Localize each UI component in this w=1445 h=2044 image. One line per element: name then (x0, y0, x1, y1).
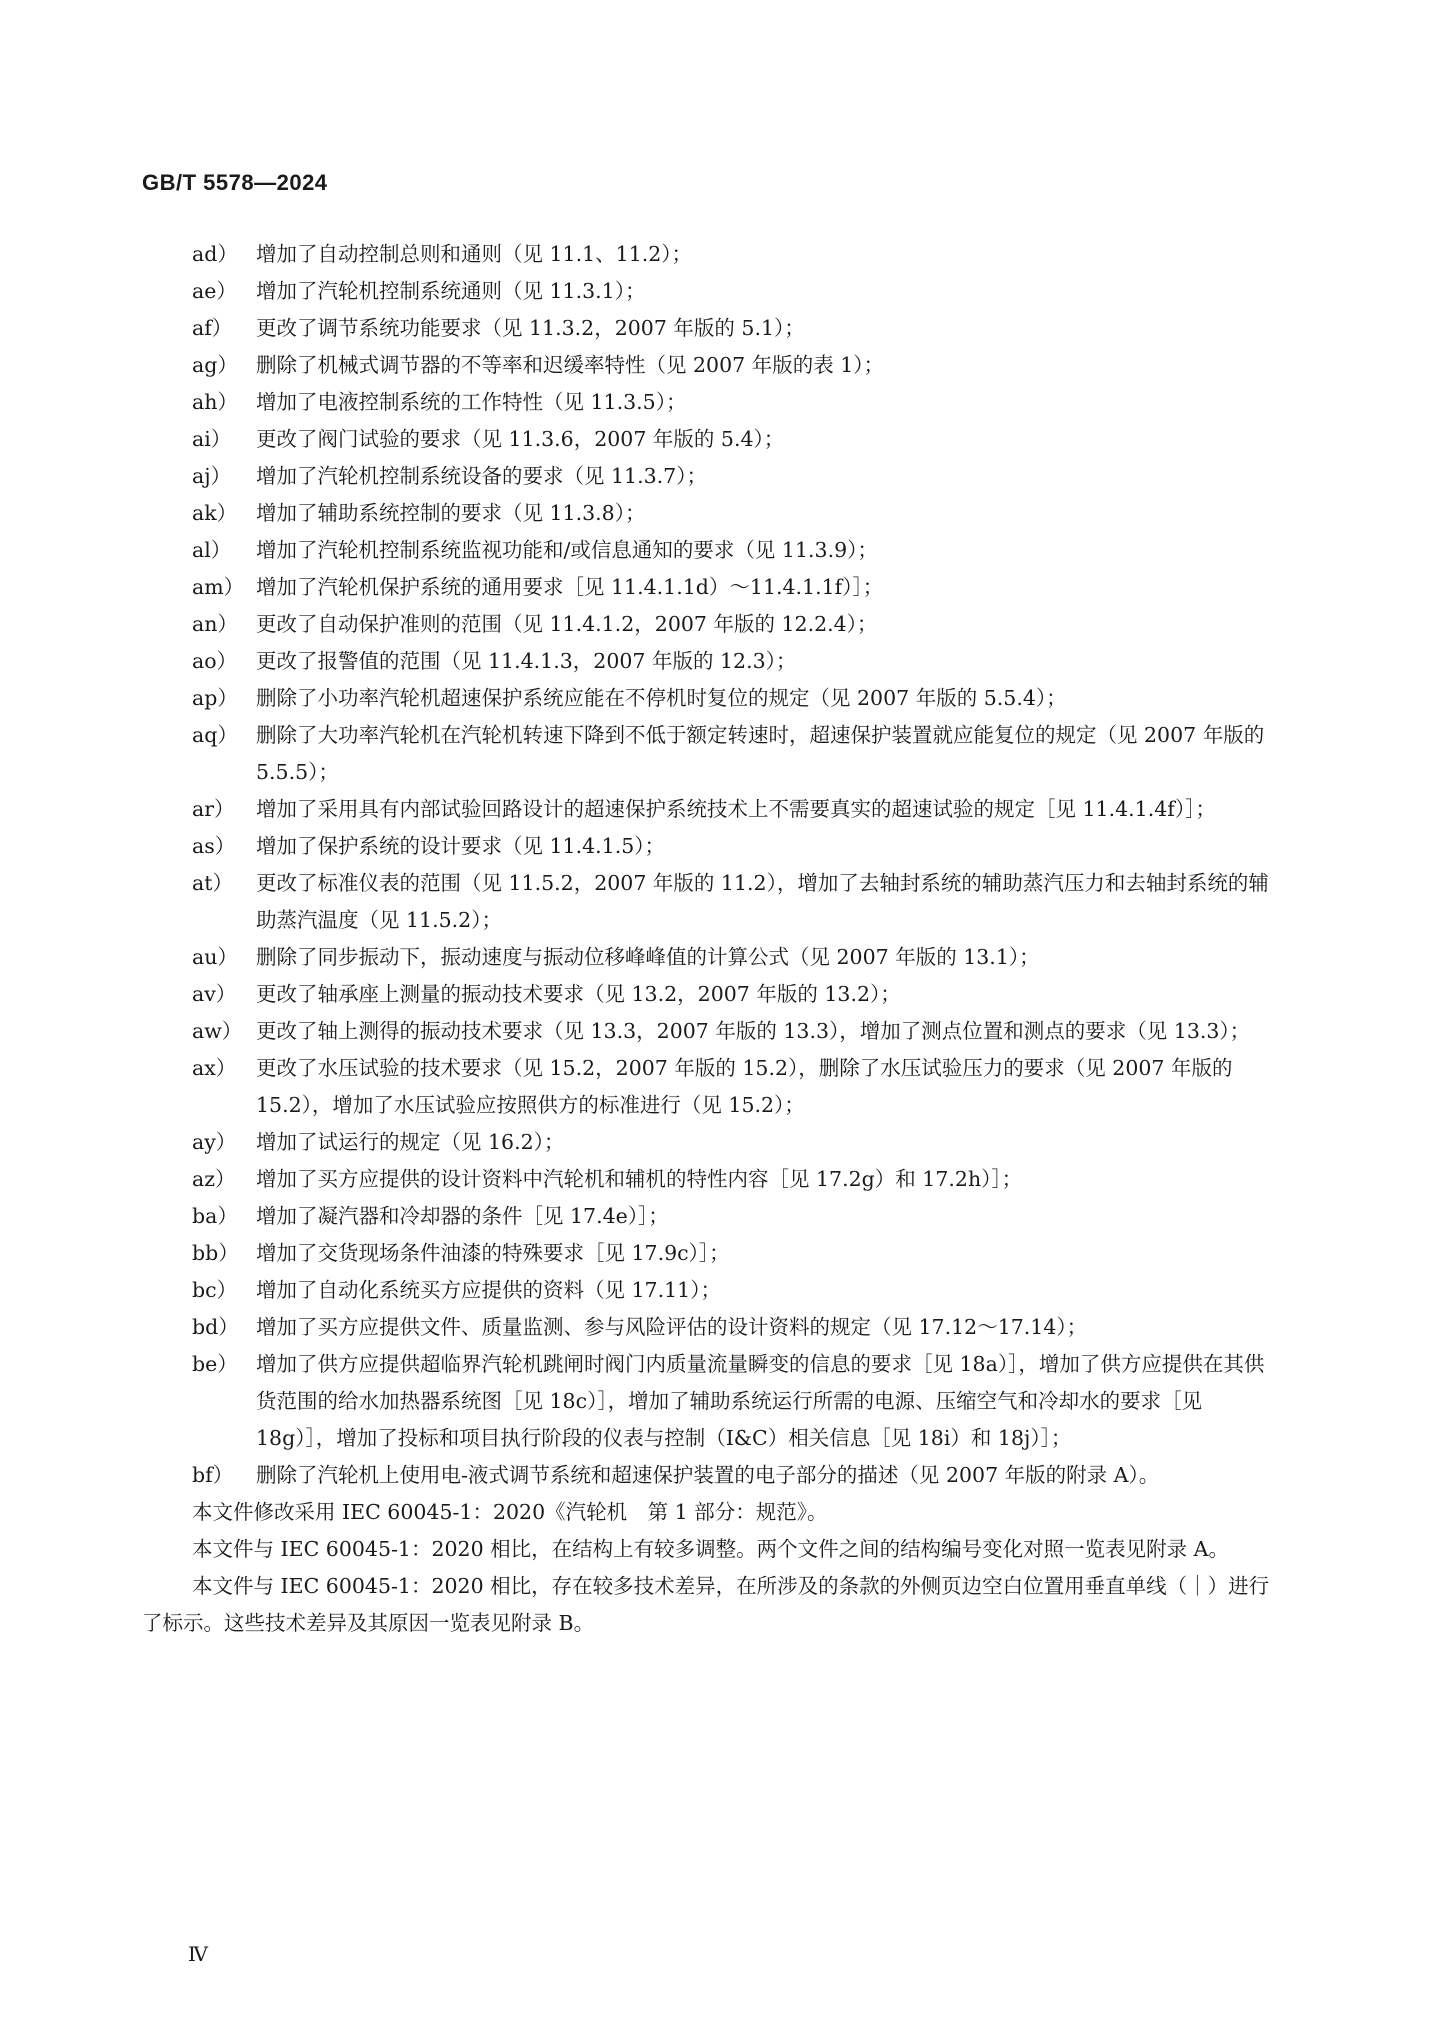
list-item-text: 删除了同步振动下，振动速度与振动位移峰峰值的计算公式（见 2007 年版的 13.1）； (256, 945, 1040, 969)
list-item (192, 791, 1282, 828)
list-item-marker: ap） (192, 686, 238, 710)
list-item (192, 1346, 1282, 1457)
list-item-marker: ae） (192, 279, 237, 303)
list-item (192, 569, 1282, 606)
list-item-text: 更改了轴上测得的振动技术要求（见 13.3，2007 年版的 13.3），增加了测点位置和测点的要求（见 13.3）； (256, 1019, 1251, 1043)
list-item-marker: an） (192, 612, 238, 636)
list-item-marker: az） (192, 1167, 236, 1191)
list-item (192, 976, 1282, 1013)
body-paragraph: 本文件修改采用 IEC 60045-1：2020《汽轮机 第 1 部分：规范》。 (192, 1500, 828, 1524)
list-item-text: 更改了调节系统功能要求（见 11.3.2，2007 年版的 5.1）； (256, 316, 805, 340)
list-item-text: 删除了小功率汽轮机超速保护系统应能在不停机时复位的规定（见 2007 年版的 5.5.4）； (256, 686, 1067, 710)
list-item-text: 增加了试运行的规定（见 16.2）； (256, 1130, 565, 1154)
list-item-text: 增加了自动控制总则和通则（见 11.1、11.2）； (256, 242, 693, 266)
list-item-marker: ao） (192, 649, 238, 673)
list-item-text: 增加了电液控制系统的工作特性（见 11.3.5）； (256, 390, 687, 414)
list-item-marker: aq） (192, 723, 238, 747)
document-code: GB/T 5578—2024 (142, 170, 328, 195)
list-item-text: 更改了轴承座上测量的振动技术要求（见 13.2，2007 年版的 13.2）； (256, 982, 901, 1006)
list-item-text: 更改了报警值的范围（见 11.4.1.3，2007 年版的 12.3）； (256, 649, 797, 673)
list-item (192, 1124, 1282, 1161)
list-item-marker: aw） (192, 1019, 243, 1043)
page-number: Ⅳ (188, 1942, 208, 1966)
list-item (192, 865, 1282, 939)
list-item-text: 增加了辅助系统控制的要求（见 11.3.8）； (256, 501, 646, 525)
list-item-text: 增加了采用具有内部试验回路设计的超速保护系统技术上不需要真实的超速试验的规定［见 11.4.1.4f）］； (256, 797, 1216, 821)
list-item (192, 1050, 1282, 1124)
body-paragraph: 本文件与 IEC 60045-1：2020 相比，在结构上有较多调整。两个文件之间的结构编号变化对照一览表见附录 A。 (192, 1537, 1229, 1561)
list-item (192, 1161, 1282, 1198)
list-item-text: 更改了自动保护准则的范围（见 11.4.1.2，2007 年版的 12.2.4）； (256, 612, 878, 636)
list-item (192, 495, 1282, 532)
list-item (192, 532, 1282, 569)
list-item-marker: am） (192, 575, 245, 599)
list-item-text: 删除了大功率汽轮机在汽轮机转速下降到不低于额定转速时，超速保护装置就应能复位的规定（见 2007 年版的 5.5.5）； (256, 723, 1265, 784)
list-item-text: 删除了机械式调节器的不等率和迟缓率特性（见 2007 年版的表 1）； (256, 353, 885, 377)
list-item-marker: at） (192, 871, 233, 895)
list-item (192, 1272, 1282, 1309)
list-item (192, 606, 1282, 643)
list-item-marker: au） (192, 945, 238, 969)
list-item-marker: bd） (192, 1315, 239, 1339)
list-item (192, 384, 1282, 421)
list-item-marker: ak） (192, 501, 238, 525)
list-item-text: 增加了保护系统的设计要求（见 11.4.1.5）； (256, 834, 666, 858)
list-item (192, 458, 1282, 495)
list-item-text: 增加了汽轮机保护系统的通用要求［见 11.4.1.1d）～11.4.1.1f）］； (256, 575, 884, 599)
list-item-text: 增加了凝汽器和冷却器的条件［见 17.4e）］； (256, 1204, 669, 1228)
list-item-marker: ba） (192, 1204, 238, 1228)
body-paragraph: 本文件与 IEC 60045-1：2020 相比，存在较多技术差异，在所涉及的条款的外侧页边空白位置用垂直单线（｜）进行了标示。这些技术差异及其原因一览表见附录 B。 (142, 1574, 1270, 1635)
list-item (192, 680, 1282, 717)
list-item (192, 347, 1282, 384)
list-item-marker: bf） (192, 1463, 234, 1487)
list-item (192, 310, 1282, 347)
list-item-text: 增加了汽轮机控制系统监视功能和/或信息通知的要求（见 11.3.9）； (256, 538, 878, 562)
change-list (142, 236, 1282, 1642)
list-item-marker: ai） (192, 427, 232, 451)
list-item-text: 增加了供方应提供超临界汽轮机跳闸时阀门内质量流量瞬变的信息的要求［见 18a）］，增加了供方应提供在其供货范围的给水加热器系统图［见 18c）］，增加了辅助系统运行所需的电源、压缩空气和冷却水的要求［见 18g）］，增加了投标和项目执行阶段的仪表与控制（I&C）相关信息［见 18i）和 18j）］； (256, 1352, 1265, 1450)
list-item-marker: as） (192, 834, 236, 858)
list-item-text: 增加了买方应提供的设计资料中汽轮机和辅机的特性内容［见 17.2g）和 17.2h）］； (256, 1167, 1023, 1191)
list-item-text: 增加了汽轮机控制系统设备的要求（见 11.3.7）； (256, 464, 707, 488)
list-item (192, 1198, 1282, 1235)
list-item-marker: ax） (192, 1056, 237, 1080)
list-item-marker: bb） (192, 1241, 239, 1265)
list-item (192, 1013, 1282, 1050)
list-item-text: 删除了汽轮机上使用电-液式调节系统和超速保护装置的电子部分的描述（见 2007 年版的附录 A）。 (256, 1463, 1160, 1487)
list-item (192, 273, 1282, 310)
list-item-marker: aj） (192, 464, 232, 488)
list-item-marker: af） (192, 316, 233, 340)
list-item-text: 增加了买方应提供文件、质量监测、参与风险评估的设计资料的规定（见 17.12～17.14）； (256, 1315, 1088, 1339)
list-item-text: 更改了标准仪表的范围（见 11.5.2，2007 年版的 11.2），增加了去轴封系统的辅助蒸汽压力和去轴封系统的辅助蒸汽温度（见 11.5.2）； (256, 871, 1269, 932)
list-item (192, 1235, 1282, 1272)
list-item-marker: av） (192, 982, 237, 1006)
list-item-text: 更改了水压试验的技术要求（见 15.2，2007 年版的 15.2），删除了水压试验压力的要求（见 2007 年版的 15.2），增加了水压试验应按照供方的标准进行（见 15.2）； (256, 1056, 1233, 1117)
list-item-text: 增加了自动化系统买方应提供的资料（见 17.11）； (256, 1278, 721, 1302)
list-item-marker: al） (192, 538, 232, 562)
list-item (192, 421, 1282, 458)
list-item-marker: ad） (192, 242, 238, 266)
list-item-text: 增加了汽轮机控制系统通则（见 11.3.1）； (256, 279, 646, 303)
list-item-marker: ag） (192, 353, 238, 377)
list-item-marker: ah） (192, 390, 238, 414)
list-item-marker: ar） (192, 797, 235, 821)
list-item-marker: ay） (192, 1130, 237, 1154)
list-item (192, 717, 1282, 791)
list-item-text: 更改了阀门试验的要求（见 11.3.6，2007 年版的 5.4）； (256, 427, 785, 451)
list-item (192, 236, 1282, 273)
list-item-marker: be） (192, 1352, 238, 1376)
list-item (192, 828, 1282, 865)
list-item (192, 1457, 1282, 1494)
list-item (192, 939, 1282, 976)
list-item (192, 643, 1282, 680)
list-item-marker: bc） (192, 1278, 238, 1302)
list-item-text: 增加了交货现场条件油漆的特殊要求［见 17.9c）］； (256, 1241, 730, 1265)
list-item (192, 1309, 1282, 1346)
